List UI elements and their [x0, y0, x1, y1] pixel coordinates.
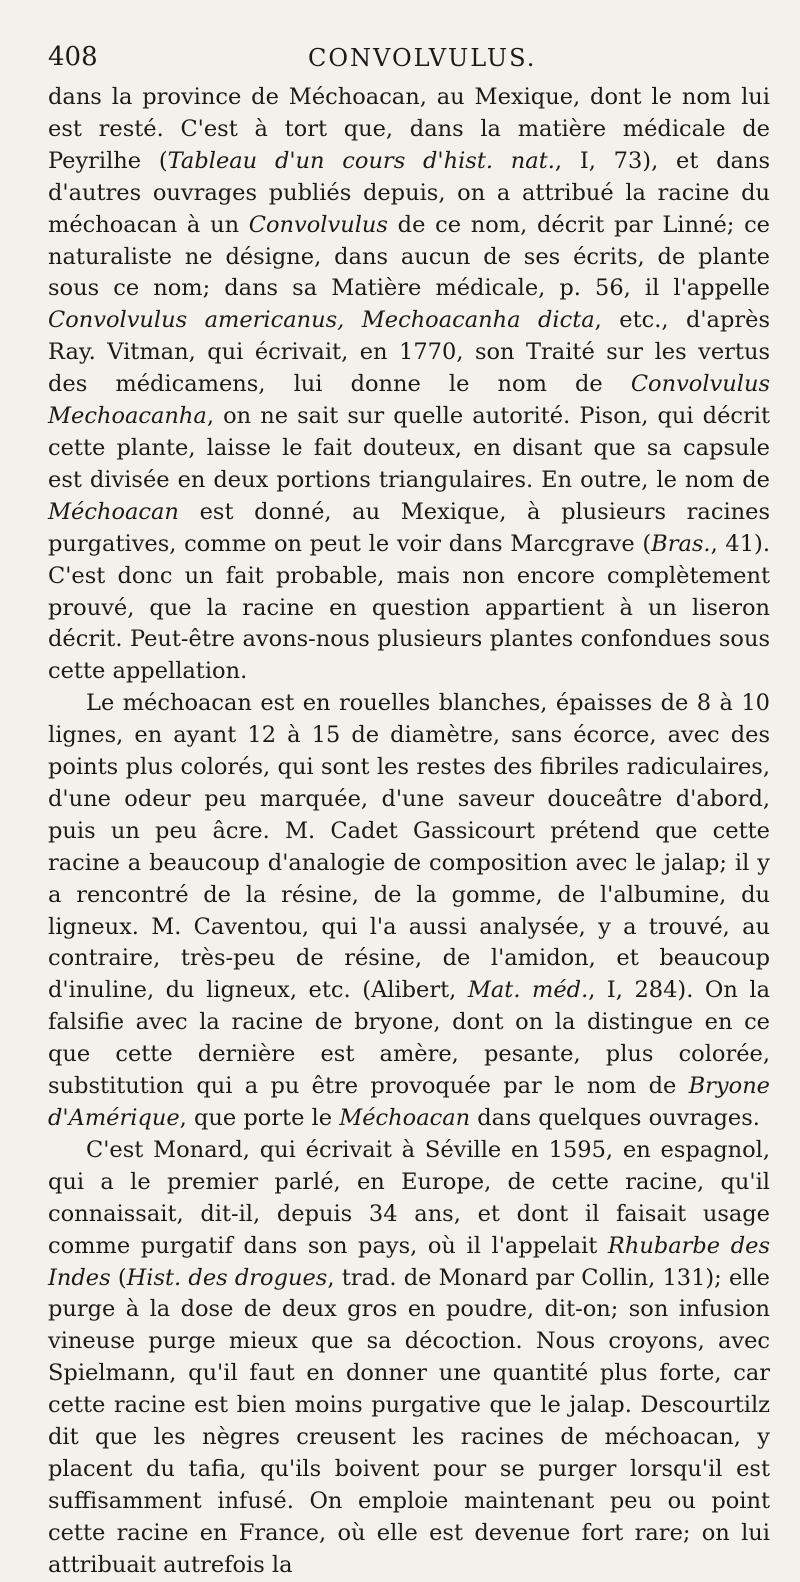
page-header — [48, 34, 770, 82]
text-run: ( — [110, 1264, 127, 1291]
text-run: , etc., d'après Ray. Vitman, qui écrivait, en 1770, son Traité sur les vertus des médicamens, lui donne le nom de — [48, 307, 770, 398]
italic-text-run: Convolvulus Mechoacanha — [48, 371, 770, 430]
paragraph-2 — [48, 688, 770, 1135]
italic-text-run: Bras. — [651, 530, 711, 557]
italic-text-run: Convolvulus — [248, 211, 388, 238]
paragraph-1 — [48, 82, 770, 688]
italic-text-run: Rhubarbe des Indes — [48, 1232, 770, 1291]
text-run: , que porte le — [179, 1105, 340, 1131]
italic-text-run: Mat. méd. — [467, 977, 589, 1004]
italic-text-run: Tableau d'un cours d'hist. nat. — [167, 147, 555, 174]
italic-text-run: Hist. des drogues — [126, 1264, 328, 1291]
italic-text-run: Bryone d'Amérique — [48, 1073, 770, 1131]
page-number: 408 — [48, 42, 98, 72]
text-run: dans la province de Méchoacan, au Mexique, dont le nom lui est resté. C'est à tort que, dans la matière médicale de Peyrilhe ( — [48, 84, 770, 174]
running-title: CONVOLVULUS. — [308, 44, 537, 72]
text-run: , I, 284). On la falsifie avec la racine de bryone, dont on la distingue en ce que cette dernière est amère, pesante, plus colorée, substitution qui a pu être provoquée par le nom de — [48, 977, 770, 1100]
paragraph-3 — [48, 1135, 770, 1582]
body-text — [48, 82, 770, 1582]
text-run: C'est Monard, qui écrivait à Séville en 1595, en espagnol, qui a le premier parlé, en Europe, de cette racine, qu'il connaissait, dit-il, depuis 34 ans, et dont il faisait usage comme purgatif dans son pays, où il l'appelait — [48, 1136, 770, 1259]
text-run: Le méchoacan est en rouelles blanches, épaisses de 8 à 10 lignes, en ayant 12 à 15 de diamètre, sans écorce, avec des points plus colorés, qui sont les restes des fibriles radiculaires, d'une odeur peu marquée, d'une saveur douceâtre d'abord, puis un peu âcre. M. Cadet Gassicourt prétend que cette racine a beaucoup d'analogie de composition avec le jalap; il y a rencontré de la résine, de la gomme, de l'albumine, du ligneux. M. Caventou, qui l'a aussi analysée, y a trouvé, au contraire, très-peu de résine, de l'amidon, et beaucoup d'inuline, du ligneux, etc. (Alibert, — [48, 690, 770, 1004]
italic-text-run: Méchoacan — [339, 1105, 471, 1131]
text-run: , trad. de Monard par Collin, 131); elle purge à la dose de deux gros en poudre, dit-on; son infusion vineuse purge mieux que sa décoction. Nous croyons, avec Spielmann, qu'il faut en donner une quantité plus forte, car cette racine est bien moins purgative que le jalap. Descourtilz dit que les nègres creusent les racines de méchoacan, y placent du tafia, qu'ils boivent pour se purger lorsqu'il est suffisamment infusé. On emploie maintenant peu ou point cette racine en France, où elle est devenue fort rare; on lui attribuait autrefois la — [48, 1264, 770, 1578]
italic-text-run: Convolvulus americanus, Mechoacanha dicta — [48, 307, 595, 334]
text-run: est donné, au Mexique, à plusieurs racines purgatives, comme on peut le voir dans Marcgrave ( — [48, 498, 770, 557]
text-run: de ce nom, décrit par Linné; ce naturaliste ne désigne, dans aucun de ses écrits, de plante sous ce nom; dans sa Matière médicale, p. 56, il l'appelle — [48, 211, 770, 302]
text-run: , 41). C'est donc un fait probable, mais non encore complètement prouvé, que la racine en question appartient à un liseron décrit. Peut-être avons-nous plusieurs plantes confondues sous cette appellation. — [48, 530, 770, 685]
italic-text-run: Méchoacan — [48, 498, 179, 525]
text-run: , I, 73), et dans d'autres ouvrages publiés depuis, on a attribué la racine du méchoacan à un — [48, 147, 771, 238]
text-run: dans quelques ouvrages. — [470, 1105, 760, 1131]
text-run: , on ne sait sur quelle autorité. Pison, qui décrit cette plante, laisse le fait douteux, en disant que sa capsule est divisée en deux portions triangulaires. En outre, le nom de — [48, 403, 770, 493]
